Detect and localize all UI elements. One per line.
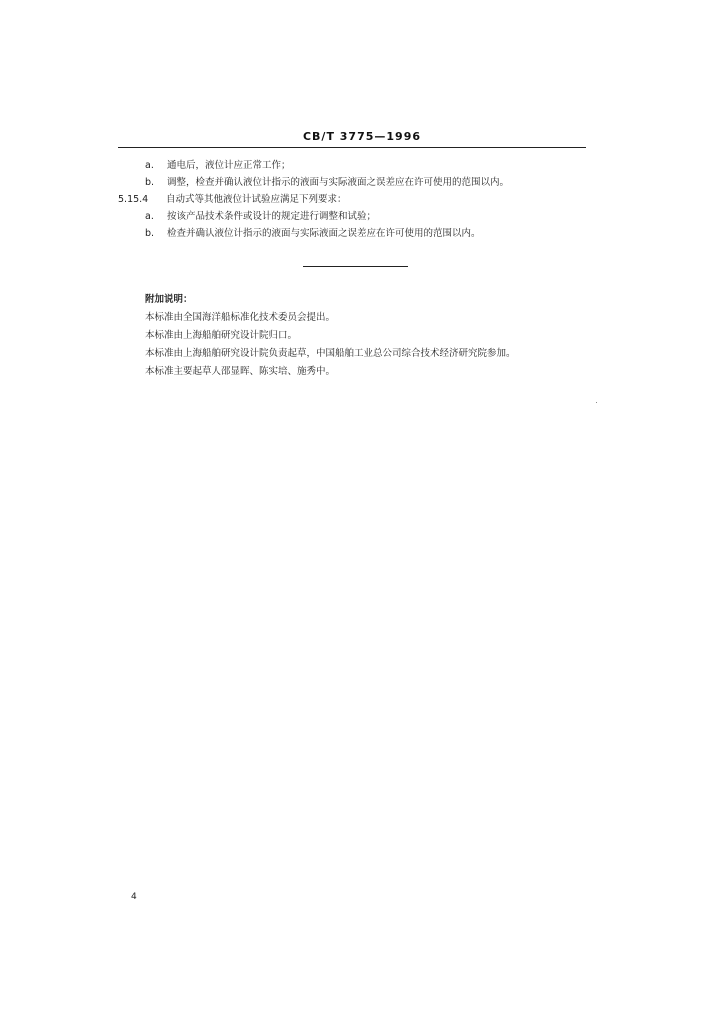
note-line: 本标准由上海船舶研究设计院负责起草，中国船舶工业总公司综合技术经济研究院参加。 bbox=[145, 348, 516, 359]
list-marker: b. bbox=[145, 177, 155, 188]
note-line: 本标准由上海船舶研究设计院归口。 bbox=[145, 330, 298, 341]
list-marker: a. bbox=[145, 211, 154, 222]
list-item bbox=[145, 211, 376, 223]
clause-heading bbox=[118, 194, 347, 206]
header-rule bbox=[118, 147, 586, 148]
list-item-text: 按该产品技术条件或设计的规定进行调整和试验； bbox=[167, 211, 377, 222]
list-item bbox=[145, 177, 509, 189]
section-divider bbox=[303, 266, 408, 267]
list-item-text: 通电后，液位计应正常工作； bbox=[167, 160, 291, 171]
list-item-text: 检查并确认液位计指示的液面与实际液面之误差应在许可使用的范围以内。 bbox=[167, 228, 481, 239]
note-line: 本标准主要起草人邵显晖、陈实培、施秀中。 bbox=[145, 366, 336, 377]
notes-title: 附加说明： bbox=[145, 294, 193, 305]
list-item-text: 调整，检查并确认液位计指示的液面与实际液面之误差应在许可使用的范围以内。 bbox=[167, 177, 510, 188]
list-marker: a. bbox=[145, 160, 154, 171]
list-marker: b. bbox=[145, 228, 155, 239]
list-item bbox=[145, 160, 291, 172]
scan-speck bbox=[596, 402, 597, 403]
note-line: 本标准由全国海洋船标准化技术委员会提出。 bbox=[145, 312, 336, 323]
clause-number: 5.15.4 bbox=[118, 194, 149, 205]
standard-code-header: CB/T 3775—1996 bbox=[302, 130, 422, 143]
list-item bbox=[145, 228, 481, 240]
clause-text: 自动式等其他液位计试验应满足下列要求： bbox=[166, 194, 347, 205]
page-number: 4 bbox=[131, 892, 137, 902]
